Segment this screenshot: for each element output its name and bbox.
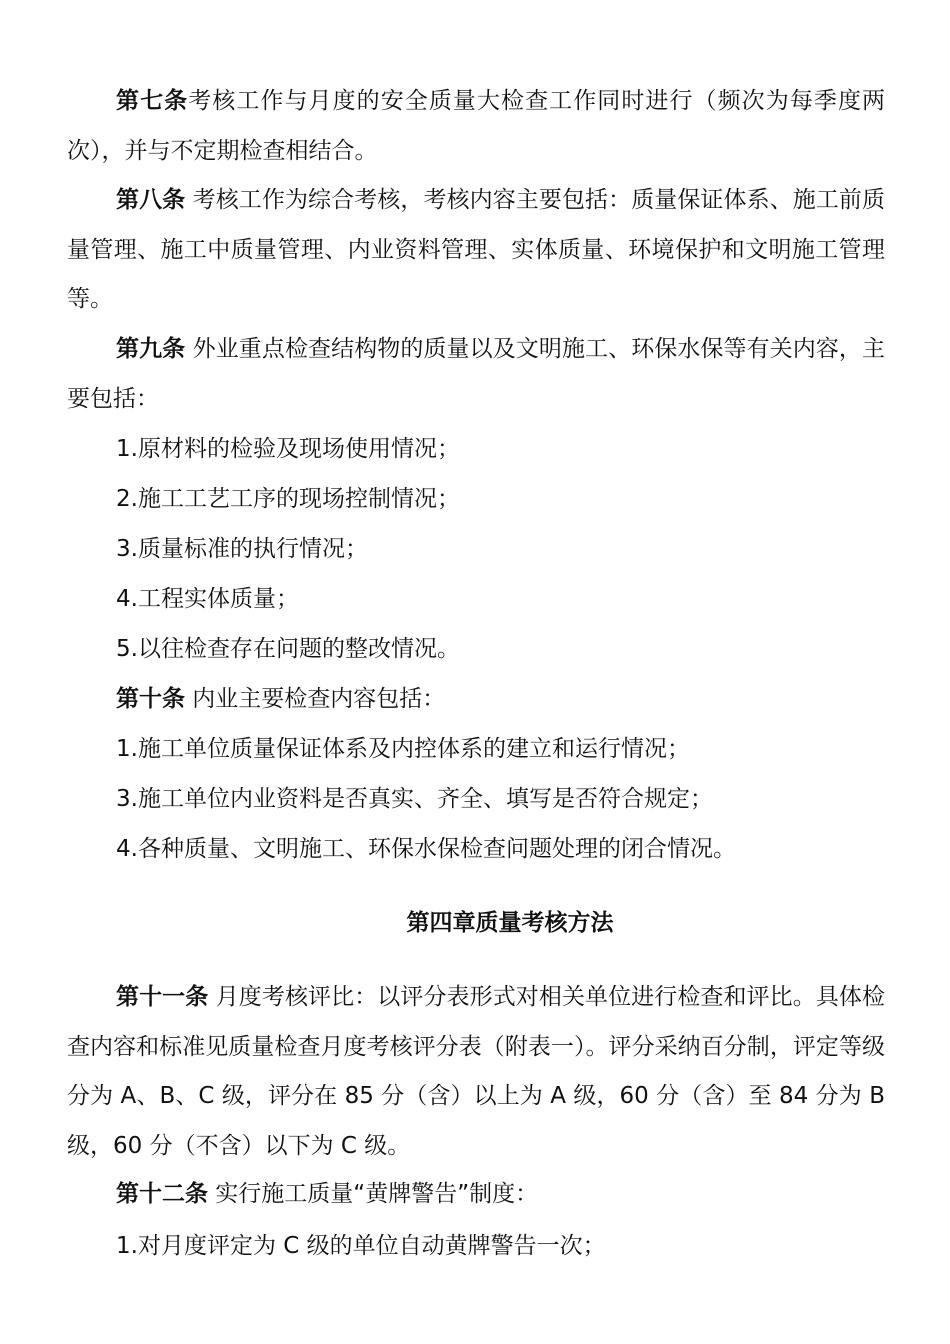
article-9-item: 2.施工工艺工序的现场控制情况； (116, 486, 460, 512)
article-10-item: 3.施工单位内业资料是否真实、齐全、填写是否符合规定； (116, 786, 713, 812)
article-9-text: 外业重点检查结构物的质量以及文明施工、环保水保等有关内容，主要包括： (67, 336, 886, 412)
article-12-text: 实行施工质量“黄牌警告”制度： (208, 1181, 539, 1207)
article-9-item: 3.质量标准的执行情况； (116, 536, 368, 562)
article-10-text: 内业主要检查内容包括： (185, 686, 446, 712)
article-8-text: 考核工作为综合考核，考核内容主要包括：质量保证体系、施工前质量管理、施工中质量管理、内业资料管理、实体质量、环境保护和文明施工管理等。 (67, 187, 886, 312)
article-11-text: 月度考核评比：以评分表形式对相关单位进行检查和评比。具体检查内容和标准见质量检查月度考核评分表（附表一）。评分采纳百分制，评定等级分为 A、B、C 级，评分在 85 分（含）以上为 A 级，60 分（含）至 84 分为 B 级，60 分（不含）以下为 C 级。 (67, 984, 886, 1159)
article-11-paragraph (67, 973, 885, 1171)
article-11-number: 第十一条 (116, 984, 209, 1010)
article-7-text: 考核工作与月度的安全质量大检查工作同时进行（频次为每季度两次），并与不定期检查相结合。 (67, 88, 886, 164)
article-10-item: 1.施工单位质量保证体系及内控体系的建立和运行情况； (116, 736, 690, 762)
article-9-item: 4.工程实体质量； (116, 586, 299, 612)
article-8-paragraph (67, 176, 885, 325)
article-7-number: 第七条 (116, 88, 189, 114)
chapter-4-heading: 第四章质量考核方法 (406, 910, 614, 936)
article-10-paragraph (116, 684, 886, 714)
article-9-item: 5.以往检查存在问题的整改情况。 (116, 636, 460, 662)
article-9-item: 1.原材料的检验及现场使用情况； (116, 436, 460, 462)
article-12-item: 1.对月度评定为 C 级的单位自动黄牌警告一次； (116, 1233, 606, 1259)
article-10-number: 第十条 (116, 686, 185, 712)
article-12-paragraph (67, 1170, 885, 1220)
article-8-number: 第八条 (116, 187, 186, 213)
article-12-number: 第十二条 (116, 1181, 208, 1207)
article-7-paragraph (67, 77, 885, 176)
article-10-item: 4.各种质量、文明施工、环保水保检查问题处理的闭合情况。 (116, 836, 736, 862)
article-9-number: 第九条 (116, 336, 186, 362)
article-9-paragraph (67, 325, 885, 424)
